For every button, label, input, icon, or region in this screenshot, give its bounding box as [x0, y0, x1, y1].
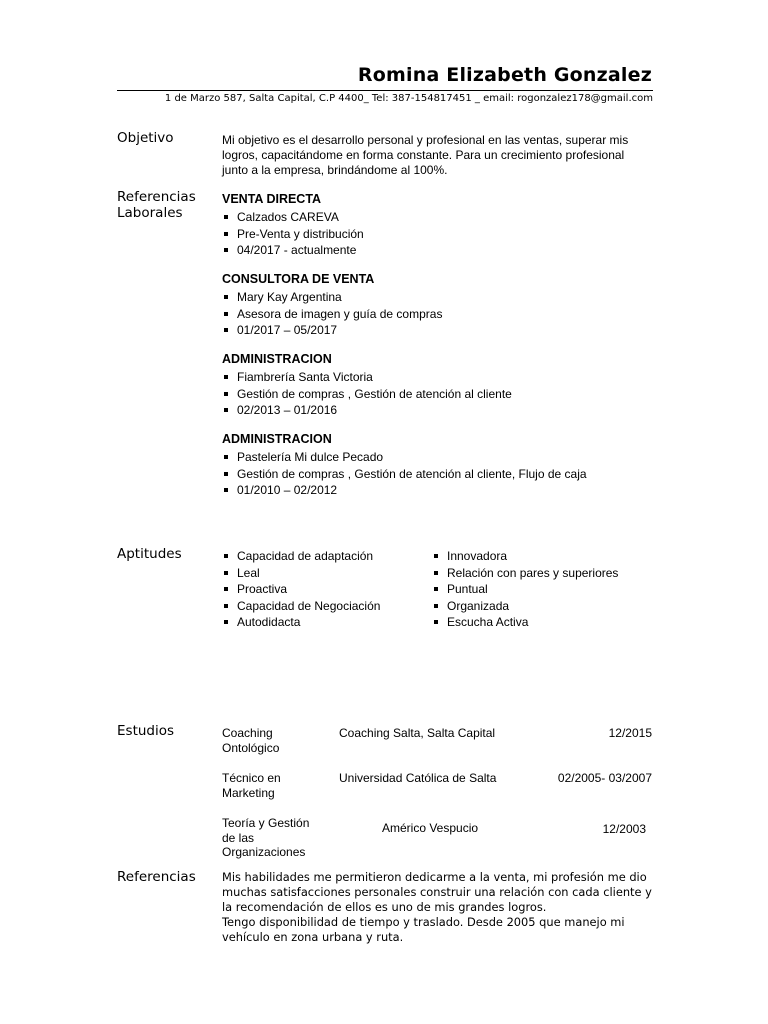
job-title: CONSULTORA DE VENTA: [222, 272, 375, 286]
skills-column-right: [432, 548, 662, 631]
list-item: Gestión de compras , Gestión de atención al cliente, Flujo de caja: [222, 466, 652, 483]
skill-item: Relación con pares y superiores: [432, 565, 662, 582]
objetivo-text: Mi objetivo es el desarrollo personal y profesional en las ventas, superar mis logros, capacitándome en forma constante. Para un crecimiento profesional junto a la empresa, brindándome al 100%.: [222, 133, 629, 177]
study-date: 12/2003: [602, 822, 646, 836]
section-title-aptitudes: Aptitudes: [117, 546, 182, 562]
header-divider: [117, 90, 653, 91]
section-title-objetivo: Objetivo: [117, 130, 174, 146]
study-institution: Américo Vespucio: [382, 821, 479, 835]
study-title: Técnico en Marketing: [222, 771, 281, 800]
skill-item: Proactiva: [222, 581, 422, 598]
section-title-referencias: Referencias: [117, 869, 196, 885]
study-date: 02/2005- 03/2007: [557, 771, 652, 785]
job-entry: [222, 272, 652, 339]
list-item: Asesora de imagen y guía de compras: [222, 306, 652, 323]
contact-info: 1 de Marzo 587, Salta Capital, C.P 4400_ Tel: 387-154817451 _ email: rogonzalez178@gmail.com: [164, 93, 653, 104]
skills-column-left: [222, 548, 422, 631]
skill-item: Puntual: [432, 581, 662, 598]
job-entry: [222, 192, 652, 259]
list-item: Calzados CAREVA: [222, 209, 652, 226]
skill-item: Capacidad de adaptación: [222, 548, 422, 565]
job-title: VENTA DIRECTA: [222, 192, 322, 206]
job-title: ADMINISTRACION: [222, 352, 332, 366]
candidate-name: Romina Elizabeth Gonzalez: [357, 64, 652, 86]
list-item: 02/2013 – 01/2016: [222, 402, 652, 419]
list-item: 04/2017 - actualmente: [222, 242, 652, 259]
study-date: 12/2015: [608, 726, 652, 740]
skill-item: Innovadora: [432, 548, 662, 565]
list-item: 01/2010 – 02/2012: [222, 482, 652, 499]
job-title: ADMINISTRACION: [222, 432, 332, 446]
section-title-estudios: Estudios: [117, 723, 175, 739]
list-item: Mary Kay Argentina: [222, 289, 652, 306]
job-details: [222, 289, 652, 339]
list-item: Gestión de compras , Gestión de atención al cliente: [222, 386, 652, 403]
study-title: Teoría y Gestión de las Organizaciones: [222, 816, 310, 859]
job-entry: [222, 432, 652, 499]
job-details: [222, 449, 652, 499]
list-item: 01/2017 – 05/2017: [222, 322, 652, 339]
job-details: [222, 209, 652, 259]
section-title-experiencia: [117, 189, 196, 221]
study-institution: Universidad Católica de Salta: [339, 771, 497, 785]
list-item: Pastelería Mi dulce Pecado: [222, 449, 652, 466]
section-title-line: Referencias: [117, 189, 196, 205]
referencias-paragraph: Mis habilidades me permitieron dedicarme a la venta, mi profesión me dio muchas satisfacciones personales construir una relación con cada cliente y la recomendación de ellos es uno de mis grandes logros.: [222, 870, 652, 914]
referencias-text: [222, 870, 662, 945]
section-title-line: Laborales: [117, 205, 183, 221]
referencias-paragraph: Tengo disponibilidad de tiempo y traslado. Desde 2005 que manejo mi vehículo en zona urbana y ruta.: [222, 915, 625, 944]
skill-item: Capacidad de Negociación: [222, 598, 422, 615]
job-details: [222, 369, 652, 419]
study-institution: Coaching Salta, Salta Capital: [339, 726, 496, 740]
list-item: Fiambrería Santa Victoria: [222, 369, 652, 386]
skill-item: Escucha Activa: [432, 614, 662, 631]
study-title: Coaching Ontológico: [222, 726, 280, 755]
skill-item: Leal: [222, 565, 422, 582]
list-item: Pre-Venta y distribución: [222, 226, 652, 243]
job-entry: [222, 352, 652, 419]
skill-item: Autodidacta: [222, 614, 422, 631]
skill-item: Organizada: [432, 598, 662, 615]
